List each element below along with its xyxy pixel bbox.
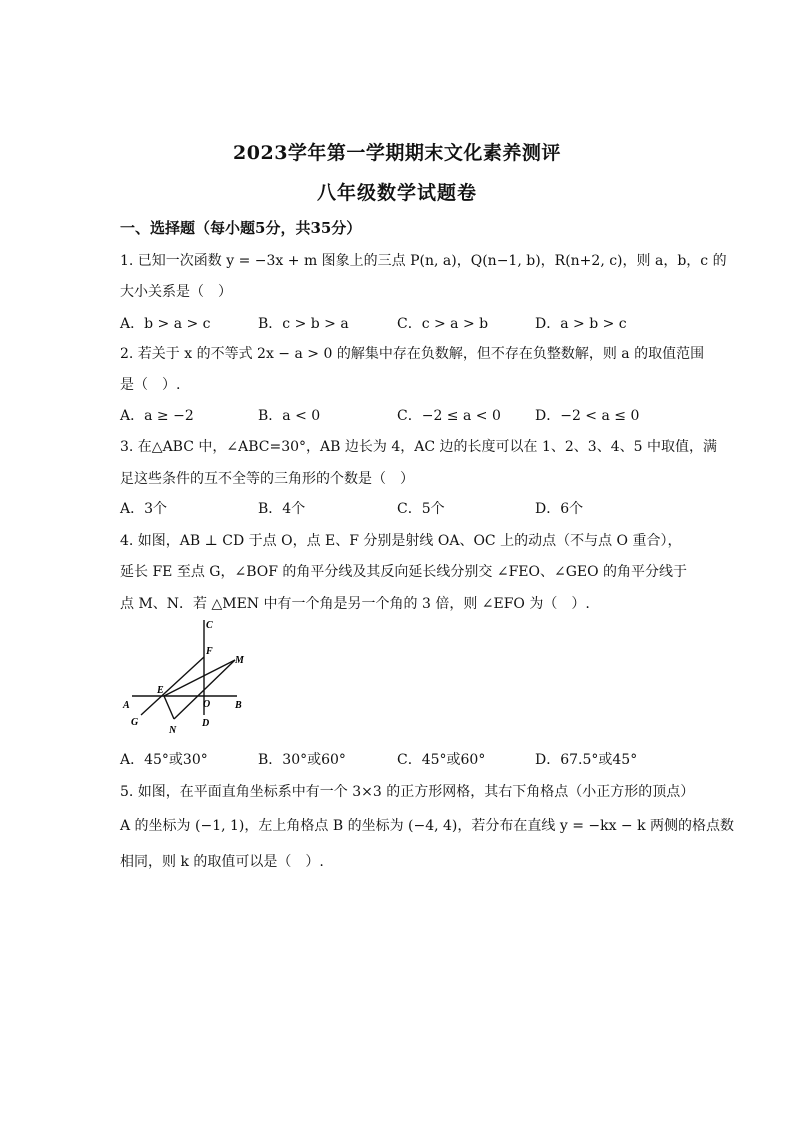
q2-option-d: D．−2 < a ≤ 0 xyxy=(535,408,640,424)
q1-stem-line1: 1. 已知一次函数 y = −3x + m 图象上的三点 P(n, a)，Q(n−1, b)，R(n+2, c)，则 a，b，c 的 xyxy=(120,253,727,269)
label-n: N xyxy=(169,725,177,736)
q5-stem-line1: 5. 如图，在平面直角坐标系中有一个 3×3 的正方形网格，其右下角格点（小正方形的顶点） xyxy=(120,784,695,800)
line-en xyxy=(164,696,174,719)
exam-subtitle: 八年级数学试题卷 xyxy=(316,182,477,204)
line-fg xyxy=(141,657,204,715)
q4-option-c: C．45°或60° xyxy=(397,752,486,768)
q3-option-c: C．5个 xyxy=(397,501,445,517)
q5-stem-line3: 相同，则 k 的取值可以是（ ）. xyxy=(120,854,324,870)
label-b: B xyxy=(235,700,242,711)
q3-option-b: B．4个 xyxy=(258,501,306,517)
q3-option-d: D．6个 xyxy=(535,501,584,517)
q3-stem-line2: 足这些条件的互不全等的三角形的个数是（ ） xyxy=(120,471,414,487)
q4-option-a: A．45°或30° xyxy=(120,752,208,768)
q2-option-a: A．a ≥ −2 xyxy=(120,408,194,424)
q2-stem-line1: 2. 若关于 x 的不等式 2x − a > 0 的解集中存在负数解，但不存在负整数解，则 a 的取值范围 xyxy=(120,346,705,362)
label-f: F xyxy=(206,646,213,657)
q3-stem-line1: 3. 在△ABC 中，∠ABC=30°，AB 边长为 4，AC 边的长度可以在 1、2、3、4、5 中取值，满 xyxy=(120,439,717,455)
q1-option-d: D．a > b > c xyxy=(535,316,627,332)
label-c: C xyxy=(206,620,213,631)
q4-stem-line2: 延长 FE 至点 G，∠BOF 的角平分线及其反向延长线分别交 ∠FEO、∠GEO 的角平分线于 xyxy=(120,564,688,580)
label-m: M xyxy=(235,655,244,666)
label-g: G xyxy=(131,717,139,728)
q4-stem-line1: 4. 如图，AB ⊥ CD 于点 O，点 E、F 分别是射线 OA、OC 上的动点（不与点 O 重合）， xyxy=(120,533,682,549)
q3-option-a: A．3个 xyxy=(120,501,168,517)
q1-option-c: C．c > a > b xyxy=(397,316,489,332)
q1-option-b: B．c > b > a xyxy=(258,316,349,332)
q5-stem-line2: A 的坐标为 (−1, 1)，左上角格点 B 的坐标为 (−4, 4)，若分布在直线 y = −kx − k 两侧的格点数 xyxy=(120,818,735,834)
q4-option-b: B．30°或60° xyxy=(258,752,346,768)
q2-option-b: B．a < 0 xyxy=(258,408,321,424)
section-heading-choice: 一、选择题（每小题5分，共35分） xyxy=(120,219,362,237)
exam-title: 2023学年第一学期期末文化素养测评 xyxy=(233,142,561,164)
label-d: D xyxy=(202,718,210,729)
q4-stem-line3: 点 M、N．若 △MEN 中有一个角是另一个角的 3 倍，则 ∠EFO 为（ ）. xyxy=(120,596,590,612)
q4-geometry-figure xyxy=(120,615,255,740)
q2-option-c: C．−2 ≤ a < 0 xyxy=(397,408,501,424)
figure-lines xyxy=(132,620,237,719)
q2-stem-line2: 是（ ）. xyxy=(120,377,181,393)
label-a: A xyxy=(123,700,130,711)
q1-stem-line2: 大小关系是（ ） xyxy=(120,284,232,300)
label-e: E xyxy=(157,685,164,696)
label-o: O xyxy=(203,699,211,710)
line-em xyxy=(164,660,235,696)
q1-option-a: A．b > a > c xyxy=(120,316,211,332)
q4-option-d: D．67.5°或45° xyxy=(535,752,638,768)
